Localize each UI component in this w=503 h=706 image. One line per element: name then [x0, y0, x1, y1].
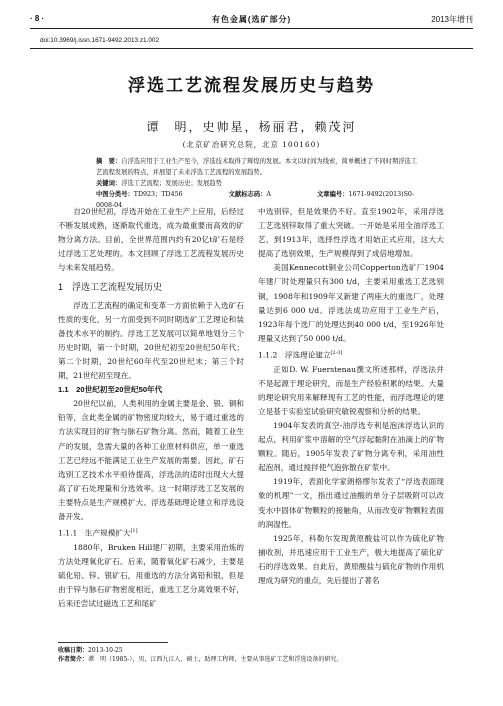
section-1-1-heading: 1.1 20世纪初至20世纪50年代 [58, 385, 163, 395]
doi: doi:10.3969/j.issn.1671-9492.2013.z1.002 [40, 37, 160, 44]
received-date: 收稿日期：2013-10-25 [58, 647, 123, 654]
section-1-1-2-heading: 1.1.2 浮选理论建立[2-3] [258, 349, 343, 360]
paragraph: 正如D. W. Fuerstenau撰文所述那样，浮选法并不是起源于理论研究，而是生产经验积累的结果。大量的理论研究用来解释现有工艺的性能，而浮选理论的建立是基于实验室试验研究敏锐观察和分析的结果。 [258, 364, 444, 416]
journal-name: 有色金属(选矿部分) [211, 15, 292, 24]
header-rule [30, 28, 473, 29]
paragraph: 浮选工艺流程的确定和变革一方面依赖于入选矿石性质的变化，另一方面受到不同时期选矿工艺理论和装备技术水平的制约。浮选工艺发展可以简单地划分三个历史时期，第一个时期，20世纪初至20世纪50年代；第二个时期，20世纪60年代至20世纪末；第三个时期，21世纪初至现在。 [58, 300, 244, 381]
paragraph: 1904年发表的真空-油浮选专利是泡沫浮选认识的起点，利用矿浆中溶解的空气浮起黏附在油滴上的矿物颗粒。随后，1905年发表了矿物分离专利，采用油性起泡剂，通过搅拌使气泡弥散在矿浆中。 [258, 420, 444, 473]
paragraph: 1925年，科勒尔发现黄原酸盐可以作为硫化矿物捕收剂，并迅速应用于工业生产，极大地提高了硫化矿石的浮选效果。自此后，黄原酸盐与硫化矿物的作用机理成为研究的重点，先后提出了著名 [258, 533, 444, 585]
paragraph: 1880年，Bruken Hill建厂初期，主要采用治炼的方法处理氧化矿石。后来，随着氧化矿石减少，主要是硫化铅、锌、银矿石，用重选的方法分离铅和银，但是由于锌与脉石矿物密度相近，重选工艺分离效果不好，后来还尝试过磁选工艺和尾矿 [58, 542, 244, 609]
intro-paragraph: 自20世纪初，浮选开始在工业生产上应用，后经过不断发展成熟，逐渐取代重选，成为最重要而高效的矿物分离方法。目前，全世界范围内约有20亿t矿石是经过浮选工艺处理的。本文回顾了浮选工艺流程发展历史与未来发展趋势。 [58, 207, 244, 273]
paragraph: 美国Kennecott铜业公司Copperton选矿厂1904年建厂时处理量只有300 t/d，主要采用重选工艺选别铜，1908年和1909年又新建了两座大的重选厂，处理量达到6 000 t/d。浮选法成功应用于工业生产后，1923年每个选厂的处理达到40 000 t/d，至1926年处理量又达到了50 000 t/d。 [258, 263, 444, 343]
abstract-block [96, 156, 418, 211]
year-issue: 2013年增刊 [431, 15, 473, 24]
running-header [30, 14, 473, 28]
footnote-rule [58, 642, 168, 643]
section-1-1-1-heading: 1.1.1 生产规模扩大[1] [58, 528, 138, 538]
author-bio: 作者简介：谭 明（1985-），男，江西九江人，硕士，助理工程师，主要从事选矿工艺和浮选设备的研究。 [58, 656, 343, 663]
abstract: 摘 要：自浮选应用于工业生产至今，浮选技术取得了辉煌的发展。本文以时间为线索，简单概述了不同时期浮选工艺流程发展的特点，并展望了未来浮选工艺流程的发展趋势。 [96, 158, 418, 176]
doi-rule [30, 48, 473, 49]
paragraph: 中选别锌，但是效果仍不好。直至1902年，采用浮选工艺选别锌取得了重大突破。一开始是采用全油浮选工艺，到1913年，选择性浮选才用始正式应用，这大大提高了选别效果，生产规模得到了成倍地增加。 [258, 207, 444, 259]
paragraph: 1919年，表面化学家朗格缪尔发表了“浮选表面现象的机理”一文，指出通过油酸的单分子层吸附可以改变水中固体矿物颗粒的接触角，从而改变矿物颗粒表面的润湿性。 [258, 477, 444, 529]
classification-row: 中图分类号：TD923；TD456 文献标志码：A 文章编号：1671-9492(2013)S0-0008-04 [96, 191, 415, 209]
left-column [58, 205, 244, 611]
section-1-heading: 1 浮选工艺流程发展历史 [58, 282, 163, 293]
authors: 谭 明，史帅星，杨丽君，赖茂河 [146, 120, 357, 134]
right-column [258, 205, 444, 588]
paragraph: 20世纪以前，人类利用的金属主要是金、银、铜和铅等，含此类金属的矿物密度均较大，易于通过重选的方法实现目的矿物与脉石矿物分离。然而，随着工业生产的发展，急需大量的各种工业原材料供应，单一重选工艺已经远不能满足工业生产发展的需要。因此，矿石选别工艺技术水平亟待提高，浮选法的适时出现大大提高了矿石处理量和分选效率。这一时期浮选工艺发展的主要特点是生产规模扩大、浮选基础理论建立和浮选设备开发。 [58, 399, 244, 521]
page-number: · 8 · [30, 14, 45, 23]
paper-title: 浮选工艺流程发展历史与趋势 [128, 76, 375, 95]
footnote [58, 646, 458, 664]
affiliation: (北京矿冶研究总院，北京 100160) [182, 140, 321, 149]
keywords: 关键词：浮选工艺流程；发展历史；发展趋势 [96, 180, 222, 187]
